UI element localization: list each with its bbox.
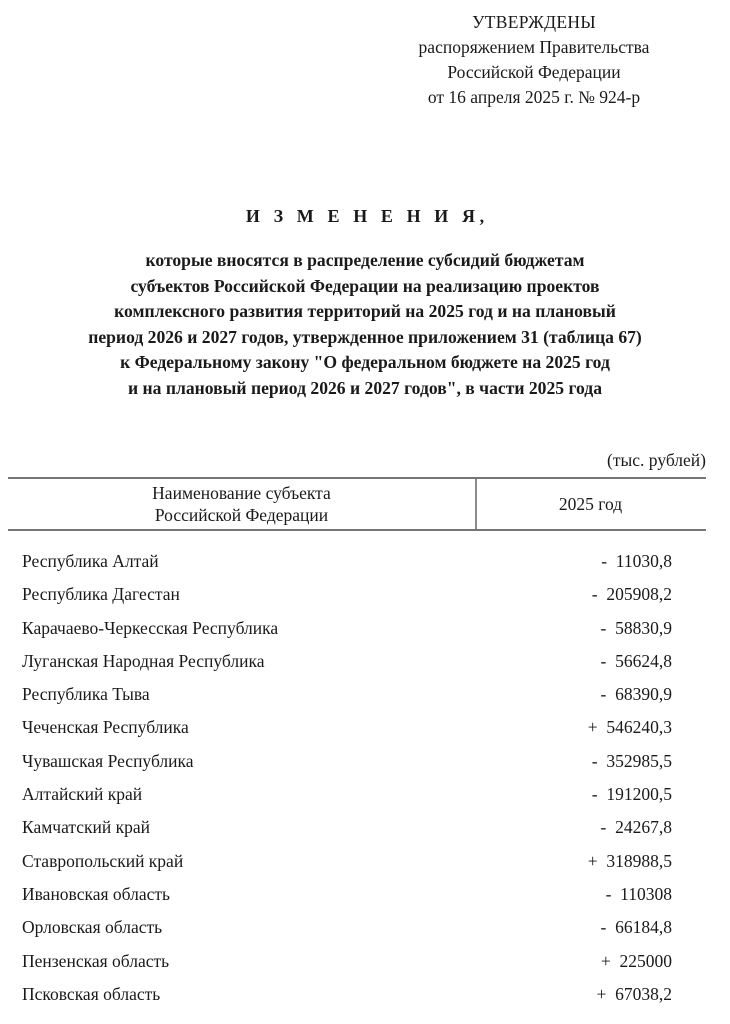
cell-subject-name: Ивановская область: [22, 883, 171, 904]
cell-subject-name: Карачаево-Черкесская Республика: [22, 617, 279, 638]
column-header-subject-line-1: Наименование субъекта: [152, 483, 331, 503]
cell-amount-2025: - 352985,5: [591, 750, 672, 771]
approval-block: [360, 10, 708, 110]
table-row: [8, 584, 706, 617]
cell-subject-name: Республика Алтай: [22, 551, 159, 571]
cell-amount-2025: - 205908,2: [591, 584, 672, 605]
table-row: [8, 651, 706, 684]
table-row: [8, 817, 706, 850]
subtitle-line: субъектов Российской Федерации на реализацию проектов: [130, 275, 600, 296]
cell-subject-name: Камчатский край: [22, 817, 151, 838]
subtitle-line: и на плановый период 2026 и 2027 годов", в части 2025 года: [128, 377, 602, 398]
units-note: (тыс. рублей): [607, 450, 706, 470]
table-row: [8, 751, 706, 784]
cell-amount-2025: + 225000: [600, 950, 672, 971]
table-row: [8, 951, 706, 984]
cell-subject-name: Республика Тыва: [22, 684, 150, 705]
cell-amount-2025: - 110308: [605, 883, 672, 904]
column-header-subject-line-2: Российской Федерации: [154, 505, 329, 525]
table-row: [8, 884, 706, 917]
table-row: [8, 917, 706, 950]
cell-amount-2025: - 191200,5: [591, 784, 672, 805]
approval-heading: УТВЕРЖДЕНЫ: [472, 12, 596, 32]
approval-line-3: от 16 апреля 2025 г. № 924-р: [427, 87, 641, 107]
table-header-row: [8, 479, 706, 529]
column-header-year: 2025 год: [558, 494, 623, 514]
cell-amount-2025: + 318988,5: [587, 850, 672, 871]
table-row: [8, 684, 706, 717]
cell-amount-2025: - 11030,8: [601, 551, 672, 571]
table-row: [8, 984, 706, 1017]
table-row: [8, 851, 706, 884]
cell-amount-2025: - 68390,9: [600, 684, 672, 705]
document-subtitle: [0, 248, 730, 402]
subsidies-table: [8, 477, 706, 1017]
document-title: И З М Е Н Е Н И Я,: [245, 206, 489, 226]
cell-subject-name: Псковская область: [22, 983, 161, 1004]
table-row: [8, 551, 706, 584]
cell-subject-name: Республика Дагестан: [22, 584, 180, 605]
subtitle-line: которые вносятся в распределение субсидий бюджетам: [145, 250, 585, 270]
approval-line-2: Российской Федерации: [447, 62, 621, 82]
table-row: [8, 717, 706, 750]
cell-amount-2025: - 58830,9: [600, 617, 672, 638]
table-row: [8, 784, 706, 817]
cell-subject-name: Чувашская Республика: [22, 750, 194, 771]
cell-subject-name: Чеченская Республика: [22, 717, 189, 738]
table-row: [8, 618, 706, 651]
cell-subject-name: Пензенская область: [22, 950, 170, 971]
cell-amount-2025: + 67038,2: [596, 983, 672, 1004]
subtitle-line: к Федеральному закону "О федеральном бюджете на 2025 год: [120, 352, 610, 373]
cell-subject-name: Ставропольский край: [22, 850, 184, 871]
cell-amount-2025: - 56624,8: [600, 650, 672, 671]
subtitle-line: период 2026 и 2027 годов, утвержденное приложением 31 (таблица 67): [88, 326, 642, 347]
table-body: [8, 531, 706, 1017]
cell-subject-name: Луганская Народная Республика: [22, 650, 265, 671]
approval-line-1: распоряжением Правительства: [418, 37, 650, 57]
column-header-subject: [8, 479, 475, 529]
cell-subject-name: Орловская область: [22, 917, 163, 938]
subtitle-line: комплексного развития территорий на 2025 год и на плановый: [114, 301, 616, 322]
cell-amount-2025: + 546240,3: [587, 717, 672, 738]
cell-amount-2025: - 24267,8: [600, 817, 672, 838]
cell-amount-2025: - 66184,8: [600, 917, 672, 938]
cell-subject-name: Алтайский край: [22, 784, 143, 805]
